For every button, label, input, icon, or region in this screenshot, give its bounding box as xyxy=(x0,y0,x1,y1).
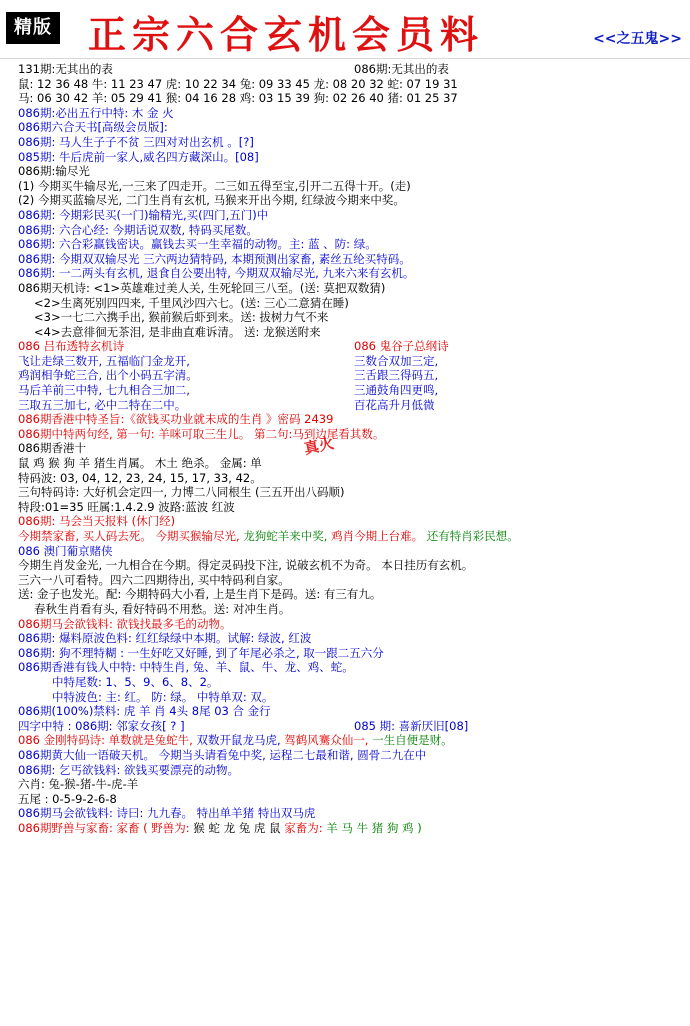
text-segment: 鸡肖今期上台难。 xyxy=(327,529,424,543)
text-segment: 131期:无其出的表 xyxy=(18,62,113,76)
text-row xyxy=(18,471,684,486)
document-body xyxy=(0,59,690,835)
text-segment: 086期香港有钱人中特: 中特生肖, 兔、羊、鼠、牛、龙、鸡、蛇。 xyxy=(18,660,354,675)
text-segment: 猴 蛇 龙 兔 虎 鼠 xyxy=(189,820,281,835)
text-row xyxy=(18,179,684,194)
text-segment: 086期:必出五行中特: 木 金 火 xyxy=(18,105,174,120)
text-row xyxy=(18,602,684,617)
text-segment: 特码波: 03, 04, 12, 23, 24, 15, 17, 33, 42。 xyxy=(18,470,262,485)
text-row xyxy=(18,91,684,106)
text-segment: 086期(100%)禁料: 虎 羊 肖 4头 8尾 03 合 金行 xyxy=(18,704,271,719)
text-segment: 鸡润相争蛇三合, 出个小码五字清。 xyxy=(18,368,198,383)
text-row xyxy=(18,427,684,442)
text-row xyxy=(18,456,684,471)
text-row xyxy=(18,514,684,529)
text-row xyxy=(18,704,684,719)
page-header xyxy=(0,0,690,59)
stamp-mark: 真火 xyxy=(302,434,336,459)
text-segment: <4>去意徘徊无茶泪, 是非曲直难诉清。 送: 龙猴送附来 xyxy=(34,324,321,339)
text-segment: 086期: 今期双双输尽光 三六两边猜特码, 本期预测出家畜, 素丝五纶买特码。 xyxy=(18,251,411,266)
text-segment: 086期香港十 xyxy=(18,441,86,456)
text-segment: 家畜为: xyxy=(280,820,323,835)
text-segment: 今期买猴输尽光, xyxy=(151,529,240,543)
text-row xyxy=(18,296,684,311)
text-segment: 086期黄大仙一语破天机。 今期当头请看兔中奖, 运程二七最和谐, 圆骨二九在中 xyxy=(18,747,427,762)
text-segment: 086期: 今期彩民买(一门)输精光,买(四门,五门)中 xyxy=(18,207,269,222)
text-segment: 086期天机诗: <1>英雄难过美人关, 生死轮回三八至。(送: 莫把双数猜) xyxy=(18,280,386,295)
text-row xyxy=(18,223,684,238)
text-segment: 086期: 马人生子子不贫 三四对对出玄机 。[?] xyxy=(18,134,254,149)
text-row xyxy=(18,325,684,340)
text-segment: 三取五三加七, 必中二特在二中。 xyxy=(18,397,187,412)
text-row xyxy=(18,573,684,588)
text-row xyxy=(18,354,684,369)
text-row xyxy=(18,660,684,675)
text-segment: <3>一七二六携手出, 猴前猴后虾到来。送: 拔树力气不来 xyxy=(34,310,329,325)
text-row xyxy=(18,646,684,661)
text-segment: 086期: 六合心经: 今期话说双数, 特码买尾数。 xyxy=(18,222,258,237)
text-segment: 三句特码诗: 大好机会定四一, 力博二八同根生 (三五开出八码顺) xyxy=(18,485,345,500)
text-segment: 一生自便是财。 xyxy=(368,733,453,748)
text-segment: 086期: 爆料原波色料: 红红绿绿中本期。试解: 绿波, 红波 xyxy=(18,631,312,646)
text-row xyxy=(18,339,684,354)
text-row xyxy=(18,763,684,778)
text-row xyxy=(18,485,684,500)
text-segment: 086期中特两句经, 第一句: 羊咪可取三生儿。 第二句:马到边尾看其数。 xyxy=(18,426,385,441)
text-segment: 羊 马 牛 猪 狗 鸡 ) xyxy=(322,820,422,835)
text-row xyxy=(18,266,684,281)
text-row xyxy=(18,281,684,296)
text-segment: 双数开鼠龙马虎, xyxy=(192,733,281,748)
text-row xyxy=(18,412,684,427)
text-segment: 086 金刚特码诗: 单数就是兔蛇牛, xyxy=(18,733,193,748)
text-row xyxy=(18,587,684,602)
text-segment: 驾鹤风騫众仙一, xyxy=(280,733,369,748)
text-segment: 086期六合天书[高级会员版]: xyxy=(18,120,168,135)
text-row xyxy=(18,529,684,544)
text-row xyxy=(18,719,684,734)
text-row xyxy=(18,500,684,515)
text-segment: 086期马会欲钱料: 诗曰: 九九春。 特出单羊猪 特出双马虎 xyxy=(18,806,316,821)
text-segment: 085 期: 喜新厌旧[08] xyxy=(354,718,469,733)
text-segment: 今期禁家畜, 买人码去死。 xyxy=(18,529,152,543)
text-row xyxy=(18,106,684,121)
text-row xyxy=(18,690,684,705)
text-row xyxy=(18,733,684,748)
text-segment: 086 吕布透特玄机诗 xyxy=(18,339,125,354)
edition-badge: 精版 xyxy=(6,12,60,44)
text-segment: 086期:无其出的表 xyxy=(354,62,449,76)
text-row xyxy=(18,631,684,646)
text-row xyxy=(18,748,684,763)
text-row xyxy=(18,398,684,413)
text-segment: 086期:输尽光 xyxy=(18,164,90,179)
text-segment: 086 澳门葡京赌侠 xyxy=(18,543,113,558)
text-row xyxy=(18,821,684,836)
text-row xyxy=(18,544,684,559)
text-segment: 086期: 一二两头有玄机, 退食自公要出特, 今期双双输尽光, 九来六来有玄机。 xyxy=(18,266,415,281)
text-segment: 马: 06 30 42 羊: 05 29 41 猴: 04 16 28 鸡: 03 15 39 狗: 02 26 40 猪: 01 25 37 xyxy=(18,91,458,106)
text-segment: 鼠 鸡 猴 狗 羊 猪生肖属。 木土 绝杀。 金属: 单 xyxy=(18,456,262,471)
text-row xyxy=(18,77,684,92)
text-segment: 中特尾数: 1、5、9、6、8、2。 xyxy=(52,674,219,689)
text-segment: 送: 金子也发光。配: 今期特码大小看, 上是生肖下是码。送: 有三有九。 xyxy=(18,587,382,602)
text-segment: 086 鬼谷子总纲诗 xyxy=(354,339,449,354)
text-segment: 鼠: 12 36 48 牛: 11 23 47 虎: 10 22 34 兔: 09 33 45 龙: 08 20 32 蛇: 07 19 31 xyxy=(18,76,458,91)
text-segment: <2>生离死别四四来, 千里风沙四六七。(送: 三心二意猜在睡) xyxy=(34,295,349,310)
text-segment: 086期马会欲钱料: 欲钱找最多毛的动物。 xyxy=(18,616,232,631)
text-segment: 百花高升月低微 xyxy=(354,397,435,412)
text-segment: 六肖: 兔-猴-猪-牛-虎-羊 xyxy=(18,777,139,792)
text-segment: 飞让走绿三数开, 五福临门金龙开, xyxy=(18,353,190,368)
text-row xyxy=(18,208,684,223)
text-row xyxy=(18,675,684,690)
text-segment: 特段:01=35 旺属:1.4.2.9 波路:蓝波 红波 xyxy=(18,499,235,514)
text-segment: 086期: 乞丐欲钱料: 欲钱买要漂亮的动物。 xyxy=(18,762,240,777)
text-segment: 龙狗蛇羊来中奖, xyxy=(239,529,328,543)
text-segment: 还有特肖彩民想。 xyxy=(423,529,519,543)
text-segment: 三舌跟三得码五, xyxy=(354,368,439,383)
text-row xyxy=(18,193,684,208)
text-segment: 马后羊前三中特, 七九相合三加二, xyxy=(18,383,190,398)
text-row xyxy=(18,558,684,573)
text-segment: 三通鼓角四更鸣, xyxy=(354,383,439,398)
text-row xyxy=(18,368,684,383)
text-row xyxy=(18,617,684,632)
text-segment: 086期: 马会当天报料 (休门经) xyxy=(18,514,176,529)
text-row xyxy=(18,135,684,150)
text-segment: 085期: 牛后虎前一家人,威名四方藏深山。[08] xyxy=(18,149,259,164)
text-segment: 086期: 狗不理特糊 : 一生好吃又好睡, 到了年尾必杀之, 取一跟二五六分 xyxy=(18,645,384,660)
text-row xyxy=(18,434,684,459)
text-row xyxy=(18,310,684,325)
text-segment: 086期: 六合彩赢钱密诀。赢钱去买一生幸福的动物。主: 蓝 、防: 绿。 xyxy=(18,237,377,252)
text-segment: (1) 今期买牛输尽光,一三来了四走开。二三如五得至宝,引开二五得十开。(走) xyxy=(18,178,411,193)
text-segment: 中特波色: 主: 红。 防: 绿。 中特单双: 双。 xyxy=(52,689,274,704)
page-title: 正宗六合玄机会员料 xyxy=(88,13,485,57)
text-row xyxy=(18,150,684,165)
text-row xyxy=(18,383,684,398)
text-row xyxy=(18,237,684,252)
text-segment: 三数合双加三定, xyxy=(354,353,439,368)
text-segment: 三六一八可看特。四六二四期待出, 买中特码利自家。 xyxy=(18,572,290,587)
text-row xyxy=(18,120,684,135)
text-segment: 春秋生肖看有头, 看好特码不用愁。送: 对冲生肖。 xyxy=(34,601,291,616)
text-row xyxy=(18,806,684,821)
text-segment: 086期野兽与家畜: 家畜 ( 野兽为: xyxy=(18,820,190,835)
text-row xyxy=(18,252,684,267)
text-row xyxy=(18,164,684,179)
text-segment: 今期生肖发金光, 一九相合在今期。得定灵码投下注, 说破玄机不为奇。 本日挂历有玄机。 xyxy=(18,558,474,573)
text-row xyxy=(18,777,684,792)
text-segment: (2) 今期买蓝输尽光, 二门生肖有玄机, 马猴来开出今期, 红绿波今期来中奖。 xyxy=(18,193,405,208)
text-segment: 四字中特 : 086期: 邻家女孩[ ? ] xyxy=(18,718,185,733)
text-segment: 086期香港中特圣旨:《欲钱买功业就未成的生肖 》密码 2439 xyxy=(18,412,334,427)
page-subtitle: <<之五鬼>> xyxy=(593,31,682,47)
text-row xyxy=(18,792,684,807)
text-row xyxy=(18,62,684,77)
text-segment: 五尾 : 0-5-9-2-6-8 xyxy=(18,791,117,806)
